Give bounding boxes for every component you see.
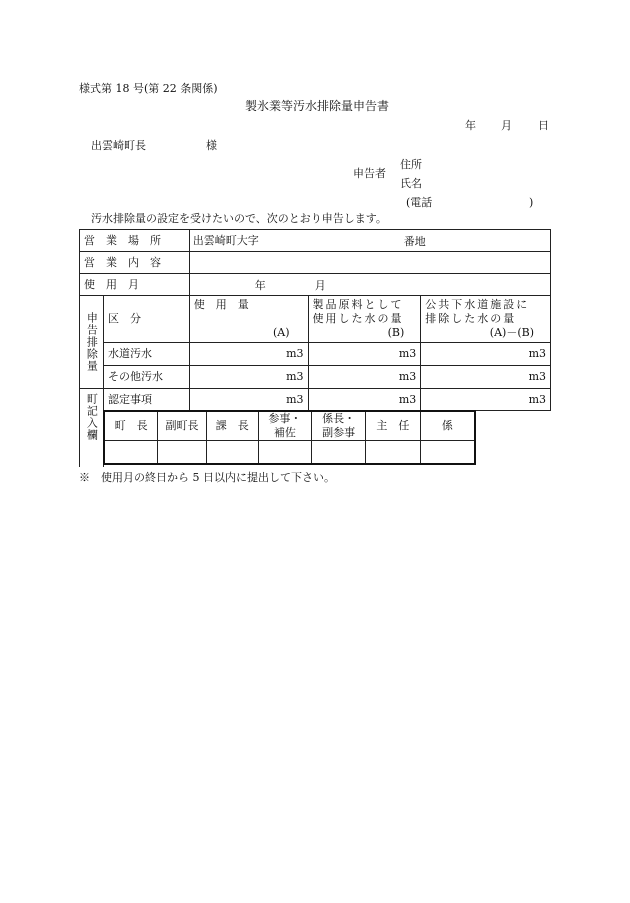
- business-content-label: 営 業 内 容: [84, 255, 161, 269]
- business-place-row: [80, 230, 551, 252]
- approval-deputy-mayor: 副町長: [158, 411, 207, 440]
- stamp-box[interactable]: [312, 440, 366, 464]
- address-label: 住所: [400, 158, 422, 171]
- table-row: [80, 343, 551, 366]
- approval-subsection-chief: 係長・副参事: [312, 411, 366, 440]
- row-approved-b[interactable]: m3: [308, 389, 421, 411]
- declared-label: 申告排除量: [85, 312, 99, 372]
- row-other-b[interactable]: m3: [308, 366, 421, 389]
- col-a-header: 使 用 量: [193, 298, 249, 311]
- usage-month-label: 使 用 月: [84, 277, 139, 291]
- row-water-c[interactable]: m3: [421, 343, 551, 366]
- row-approved-c[interactable]: m3: [421, 389, 551, 411]
- addressee-honorific: 様: [206, 139, 217, 152]
- phone-label: (電話: [406, 196, 433, 209]
- intro-text: 汚水排除量の設定を受けたいので、次のとおり申告します。: [91, 212, 387, 225]
- table-row: [80, 389, 551, 411]
- stamp-box[interactable]: [365, 440, 420, 464]
- row-water-b[interactable]: m3: [308, 343, 421, 366]
- usage-year: 年: [254, 279, 266, 292]
- approval-staff: 係: [420, 411, 475, 440]
- stamp-box[interactable]: [158, 440, 207, 464]
- usage-month-row: [80, 274, 551, 296]
- name-label: 氏名: [400, 177, 422, 190]
- approval-councilor: 参事・補佐: [258, 411, 312, 440]
- col-b-header-line1: 製品原料として: [312, 298, 404, 311]
- row-label-water: 水道汚水: [103, 343, 189, 366]
- approval-section-chief: 課 長: [206, 411, 258, 440]
- town-label: 町記入欄: [85, 393, 99, 441]
- stamp-box[interactable]: [104, 440, 158, 464]
- approval-stamp-row: [104, 440, 475, 464]
- lot-label: 番地: [403, 235, 426, 248]
- col-a-mark: (A): [272, 325, 290, 339]
- col-c-mark: (A)－(B): [489, 325, 534, 339]
- phone-close: ): [529, 196, 534, 209]
- stamp-box[interactable]: [420, 440, 475, 464]
- category-label: 区 分: [107, 312, 141, 326]
- row-label-approved: 認定事項: [103, 389, 189, 411]
- row-label-other: その他汚水: [103, 366, 189, 389]
- business-place-value: 出雲崎町大字: [192, 233, 259, 247]
- business-content-value[interactable]: [189, 252, 550, 274]
- date-day: 日: [538, 119, 549, 132]
- business-content-row: [80, 252, 551, 274]
- document-title: 製氷業等汚水排除量申告書: [245, 99, 390, 113]
- applicant-label: 申告者: [353, 167, 386, 180]
- approval-stamp-table: [103, 410, 476, 465]
- business-place-label: 営 業 場 所: [84, 233, 161, 247]
- col-c-header-line2: 排除した水の量: [425, 311, 517, 325]
- approval-supervisor: 主 任: [365, 411, 420, 440]
- approval-town-mayor: 町 長: [104, 411, 158, 440]
- column-header-row: [80, 296, 551, 343]
- row-approved-a[interactable]: m3: [189, 389, 308, 411]
- table-row: [80, 366, 551, 389]
- addressee-name: 出雲崎町長: [91, 139, 146, 152]
- col-b-mark: (B): [387, 325, 405, 339]
- row-water-a[interactable]: m3: [189, 343, 308, 366]
- usage-month: 月: [314, 279, 326, 292]
- form-number: 様式第 18 号(第 22 条関係): [79, 82, 218, 95]
- row-other-a[interactable]: m3: [189, 366, 308, 389]
- row-other-c[interactable]: m3: [421, 366, 551, 389]
- date-year: 年: [465, 119, 476, 132]
- approval-header-row: [104, 411, 475, 440]
- col-b-header-line2: 使用した水の量: [312, 311, 404, 325]
- stamp-box[interactable]: [258, 440, 312, 464]
- col-c-header-line1: 公共下水道施設に: [425, 298, 530, 311]
- submission-note: ※ 使用月の終日から 5 日以内に提出して下さい。: [79, 471, 335, 484]
- stamp-box[interactable]: [206, 440, 258, 464]
- date-month: 月: [501, 119, 512, 132]
